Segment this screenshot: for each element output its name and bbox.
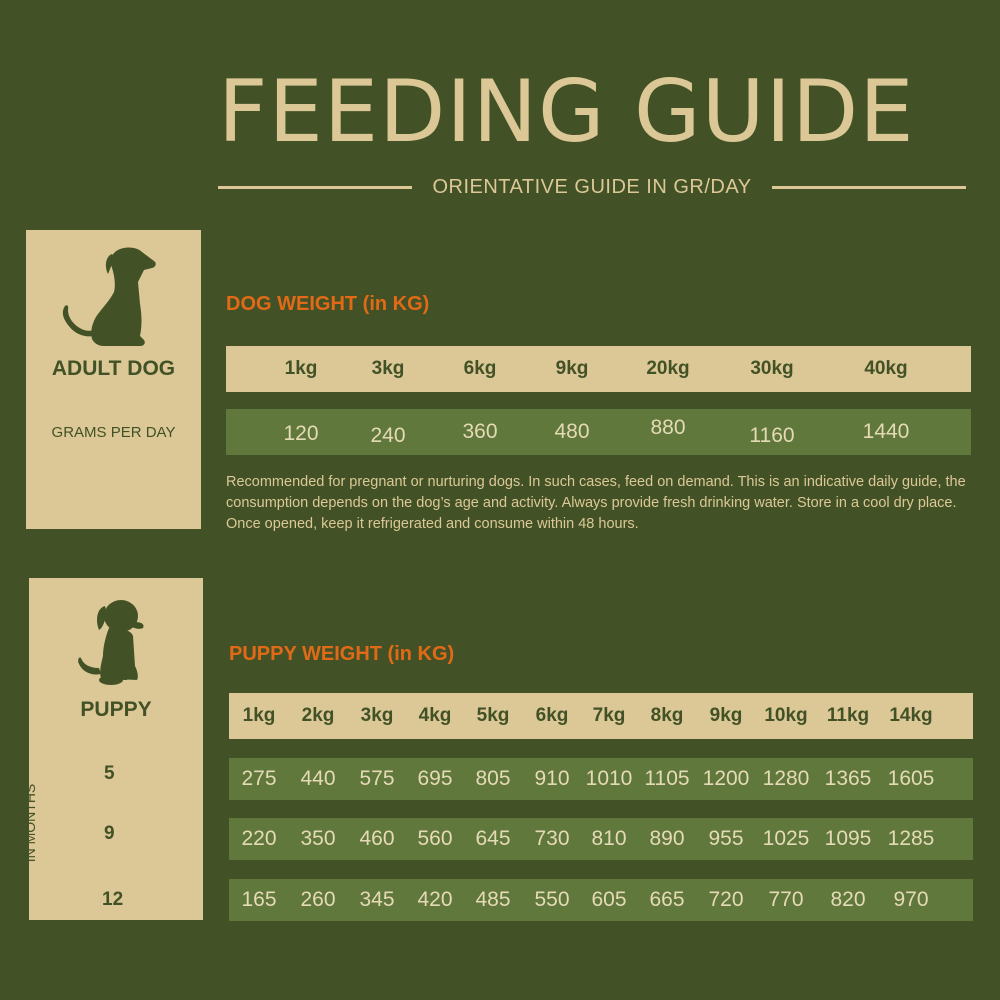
table-cell: 120	[283, 422, 319, 445]
table-cell: 1605	[887, 767, 935, 790]
table-cell: 605	[591, 888, 627, 911]
puppy-icon	[75, 596, 155, 686]
table-cell: 165	[241, 888, 277, 911]
table-cell: 9kg	[555, 358, 589, 379]
table-cell: 360	[462, 420, 498, 443]
table-cell: 890	[649, 827, 685, 850]
table-cell: 480	[554, 420, 590, 443]
page-title: FEEDING GUIDE	[218, 62, 915, 162]
grams-per-day-label: GRAMS PER DAY	[51, 424, 176, 441]
table-cell: 40kg	[864, 358, 908, 379]
table-cell: 9kg	[709, 705, 743, 726]
table-cell: 770	[768, 888, 804, 911]
table-cell: 345	[359, 888, 395, 911]
table-cell: 7kg	[592, 705, 626, 726]
table-cell: 1010	[585, 767, 633, 790]
table-cell: 440	[300, 767, 336, 790]
table-cell: 420	[417, 888, 453, 911]
table-cell: 1105	[644, 767, 690, 790]
table-cell: 485	[475, 888, 511, 911]
table-cell: 20kg	[646, 358, 690, 379]
table-cell: 1160	[749, 424, 795, 447]
table-cell: 275	[241, 767, 277, 790]
table-cell: 6kg	[463, 358, 497, 379]
table-cell: 955	[708, 827, 744, 850]
adult-dog-icon	[60, 244, 160, 354]
table-cell: 665	[649, 888, 685, 911]
puppy-grams-row-5	[229, 758, 973, 800]
page-subtitle: ORIENTATIVE GUIDE IN GR/DAY	[432, 175, 752, 198]
table-cell: 550	[534, 888, 570, 911]
table-cell: 460	[359, 827, 395, 850]
dog-grams-row	[226, 409, 971, 455]
dog-weight-heading: DOG WEIGHT (in KG)	[226, 293, 430, 315]
subtitle-row	[218, 172, 966, 202]
table-cell: 11kg	[826, 705, 870, 726]
feeding-note: Recommended for pregnant or nurturing dogs. In such cases, feed on demand. This is an indicative daily guide, the consumption depends on the dog’s age and activity. Always provide fresh drinking water. Store in a cool dry place. Once opened, keep it refrigerated and consume within 48 hours.	[226, 474, 966, 532]
table-cell: 10kg	[764, 705, 808, 726]
puppy-age-5: 5	[104, 763, 115, 784]
puppy-age-line-2: IN MONTHS	[22, 783, 38, 863]
table-cell: 730	[534, 827, 570, 850]
puppy-weight-header-row	[229, 693, 973, 739]
puppy-age-line-1: PUPPY AGE	[6, 783, 22, 863]
table-cell: 575	[359, 767, 395, 790]
adult-dog-label: ADULT DOG	[51, 357, 176, 380]
table-cell: 1365	[824, 767, 872, 790]
table-cell: 810	[591, 827, 627, 850]
puppy-age-axis-label	[6, 758, 38, 888]
table-cell: 970	[893, 888, 929, 911]
table-cell: 350	[300, 827, 336, 850]
table-cell: 1kg	[242, 705, 276, 726]
table-cell: 1200	[702, 767, 750, 790]
table-cell: 645	[475, 827, 511, 850]
dog-weight-header-row	[226, 346, 971, 392]
table-cell: 240	[370, 424, 406, 447]
table-cell: 1285	[887, 827, 935, 850]
puppy-label: PUPPY	[80, 698, 152, 721]
table-cell: 720	[708, 888, 744, 911]
table-cell: 1kg	[284, 358, 318, 379]
table-cell: 1095	[824, 827, 872, 850]
table-cell: 695	[417, 767, 453, 790]
table-cell: 1280	[762, 767, 810, 790]
table-cell: 6kg	[535, 705, 569, 726]
adult-dog-card	[26, 230, 201, 529]
table-cell: 820	[830, 888, 866, 911]
table-cell: 3kg	[371, 358, 405, 379]
table-cell: 3kg	[360, 705, 394, 726]
table-cell: 4kg	[418, 705, 452, 726]
table-cell: 8kg	[650, 705, 684, 726]
table-cell: 14kg	[889, 705, 933, 726]
table-cell: 910	[534, 767, 570, 790]
puppy-weight-heading: PUPPY WEIGHT (in KG)	[229, 643, 455, 665]
table-cell: 805	[475, 767, 511, 790]
table-cell: 5kg	[476, 705, 510, 726]
puppy-grams-row-9	[229, 818, 973, 860]
table-cell: 560	[417, 827, 453, 850]
puppy-age-12: 12	[102, 889, 124, 910]
puppy-card	[29, 578, 203, 920]
puppy-grams-row-12	[229, 879, 973, 921]
table-cell: 1025	[762, 827, 810, 850]
subtitle-divider-left	[218, 186, 412, 189]
puppy-age-9: 9	[104, 823, 115, 844]
table-cell: 30kg	[750, 358, 794, 379]
table-cell: 2kg	[301, 705, 335, 726]
table-cell: 220	[241, 827, 277, 850]
table-cell: 260	[300, 888, 336, 911]
table-cell: 880	[650, 416, 686, 439]
subtitle-divider-right	[772, 186, 966, 189]
table-cell: 1440	[862, 420, 910, 443]
